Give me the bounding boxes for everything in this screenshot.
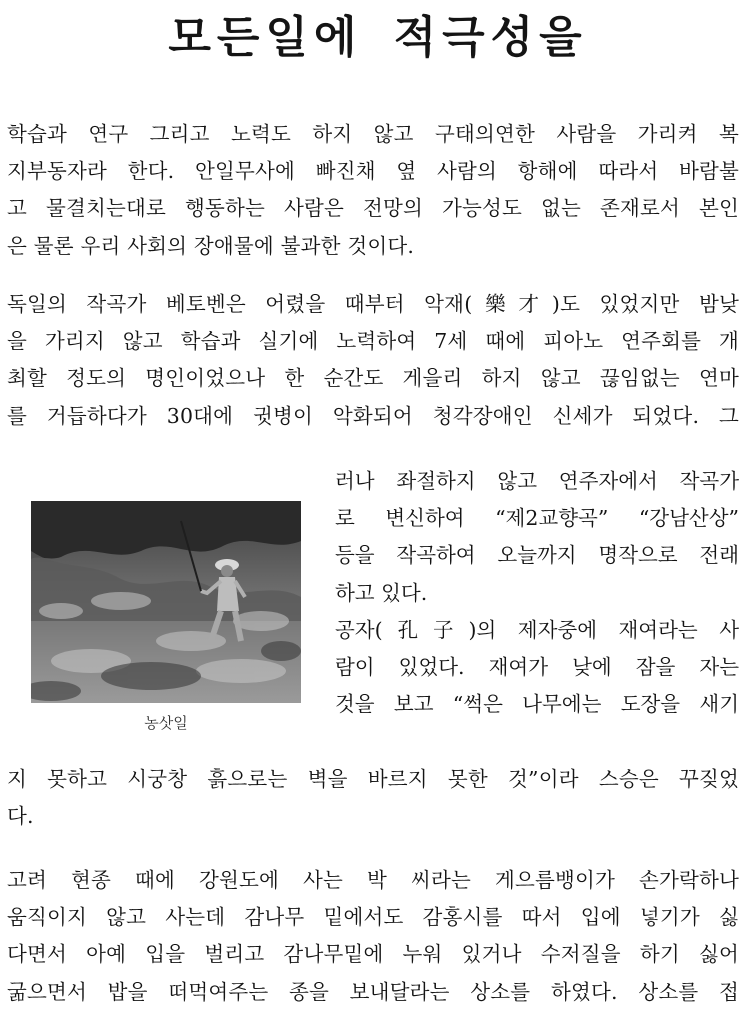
text-line: 최할 정도의 명인이었으나 한 순간도 게을리 하지 않고 끊임없는 연마: [7, 366, 739, 391]
text-line: 등을 작곡하여 오늘까지 명작으로 전래: [335, 543, 739, 568]
page-title: 모든일에 적극성을: [168, 12, 588, 63]
text-line: 다면서 아예 입을 벌리고 감나무밑에 누워 있거나 수저질을 하기 싫어: [7, 942, 739, 967]
wrapped-text: [335, 463, 739, 723]
text-line: 독일의 작곡가 베토벤은 어렸을 때부터 악재(樂才)도 있었지만 밤낮: [7, 292, 739, 316]
paragraph-4: [7, 862, 739, 1011]
text-line: 학습과 연구 그리고 노력도 하지 않고 구태의연한 사람을 가리켜 복: [7, 122, 739, 146]
photo-caption: 농삿일: [144, 714, 188, 732]
text-line: 지 못하고 시궁창 흙으로는 벽을 바르지 못한 것”이라 스승은 꾸짖었: [7, 767, 739, 791]
farming-photo: [31, 501, 301, 703]
text-line: 고려 현종 때에 강원도에 사는 박 씨라는 게으름뱅이가 손가락하나: [7, 868, 739, 892]
text-line: 람이 있었다. 재여가 낮에 잠을 자는: [335, 654, 739, 679]
text-line: 것을 보고 “썩은 나무에는 도장을 새기: [335, 692, 739, 717]
paragraph-3-tail: [7, 761, 739, 835]
text-line: 하고 있다.: [335, 580, 428, 605]
text-line: 로 변신하여 “제2교향곡” “강남산상”: [335, 506, 739, 531]
text-line: 러나 좌절하지 않고 연주자에서 작곡가: [335, 469, 739, 493]
paragraph-1: [7, 116, 739, 265]
text-line: 를 거듭하다가 30대에 귓병이 악화되어 청각장애인 신세가 되었다. 그: [7, 403, 739, 428]
text-line: 움직이지 않고 사는데 감나무 밑에서도 감홍시를 따서 입에 넣기가 싫: [7, 905, 739, 930]
paragraph-2: [7, 286, 739, 435]
text-line: 지부동자라 한다. 안일무사에 빠진채 옆 사람의 항해에 따라서 바람불: [7, 159, 739, 184]
text-line: 은 물론 우리 사회의 장애물에 불과한 것이다.: [7, 233, 415, 258]
text-line: 굶으면서 밥을 떠먹여주는 종을 보내달라는 상소를 하였다. 상소를 접: [7, 979, 739, 1004]
text-line: 공자(孔子)의 제자중에 재여라는 사: [335, 617, 739, 642]
text-line: 고 물결치는대로 행동하는 사람은 전망의 가능성도 없는 존재로서 본인: [7, 196, 739, 221]
text-line: 을 가리지 않고 학습과 실기에 노력하여 7세 때에 피아노 연주회를 개: [7, 329, 739, 354]
text-line: 다.: [7, 804, 34, 829]
